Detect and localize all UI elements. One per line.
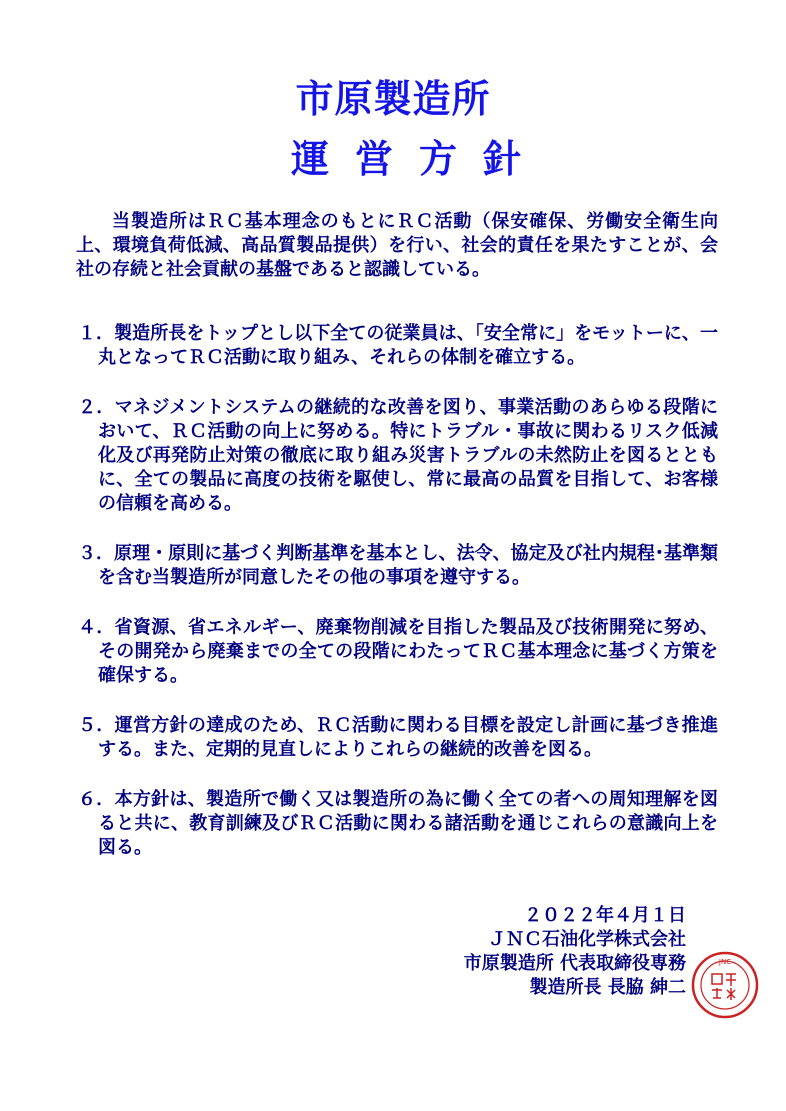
policy-item-3: ３．原理・原則に基づく判断基準を基本とし、法令、協定及び社内規程･基準類を含む当製造所が同意したその他の事項を遵守する。 bbox=[78, 543, 718, 588]
page-subtitle: 運営方針 bbox=[290, 137, 547, 181]
policy-list bbox=[76, 322, 718, 886]
company-seal-icon bbox=[690, 950, 760, 1020]
policy-item-4: ４．省資源、省エネルギー、廃棄物削減を目指した製品及び技術開発に努め、その開発から廃棄までの全ての段階にわたってＲＣ基本理念に基づく方策を確保する。 bbox=[78, 617, 718, 686]
policy-item-6: ６．本方針は、製造所で働く又は製造所の為に働く全ての者への周知理解を図ると共に、教育訓練及びＲＣ活動に関わる諸活動を通じこれらの意識向上を図る。 bbox=[78, 789, 718, 858]
signature-position: 市原製造所 代表取締役専務 bbox=[463, 953, 686, 974]
signature-block bbox=[326, 904, 686, 1000]
signature-name: 製造所長 長脇 紳二 bbox=[529, 977, 686, 998]
policy-item-5: ５．運営方針の達成のため、ＲＣ活動に関わる目標を設定し計画に基づき推進する。また、定期的見直しによりこれらの継続的改善を図る。 bbox=[78, 715, 718, 760]
policy-item-1: １．製造所長をトップとし以下全ての従業員は、「安全常に」をモットーに、一丸となってＲＣ活動に取り組み、それらの体制を確立する。 bbox=[78, 323, 718, 368]
intro-paragraph: 当製造所はＲＣ基本理念のもとにＲＣ活動（保安確保、労働安全衛生向上、環境負荷低減、高品質製品提供）を行い、社会的責任を果たすことが、会社の存続と社会貢献の基盤であると認識している。 bbox=[76, 211, 718, 280]
policy-item-2: ２．マネジメントシステムの継続的な改善を図り、事業活動のあらゆる段階において、ＲＣ活動の向上に努める。特にトラブル・事故に関わるリスク低減化及び再発防止対策の徹底に取り組み災害トラブルの未然防止を図るとともに、全ての製品に高度の技術を駆使し、常に最高の品質を目指して、お客様の信頼を高める。 bbox=[78, 397, 718, 514]
signature-company: ＪＮＣ石油化学株式会社 bbox=[488, 929, 686, 950]
signature-date: ２０２２年４月１日 bbox=[524, 905, 686, 926]
seal-text: JNC bbox=[718, 958, 732, 966]
page-title: 市原製造所 bbox=[295, 77, 491, 121]
